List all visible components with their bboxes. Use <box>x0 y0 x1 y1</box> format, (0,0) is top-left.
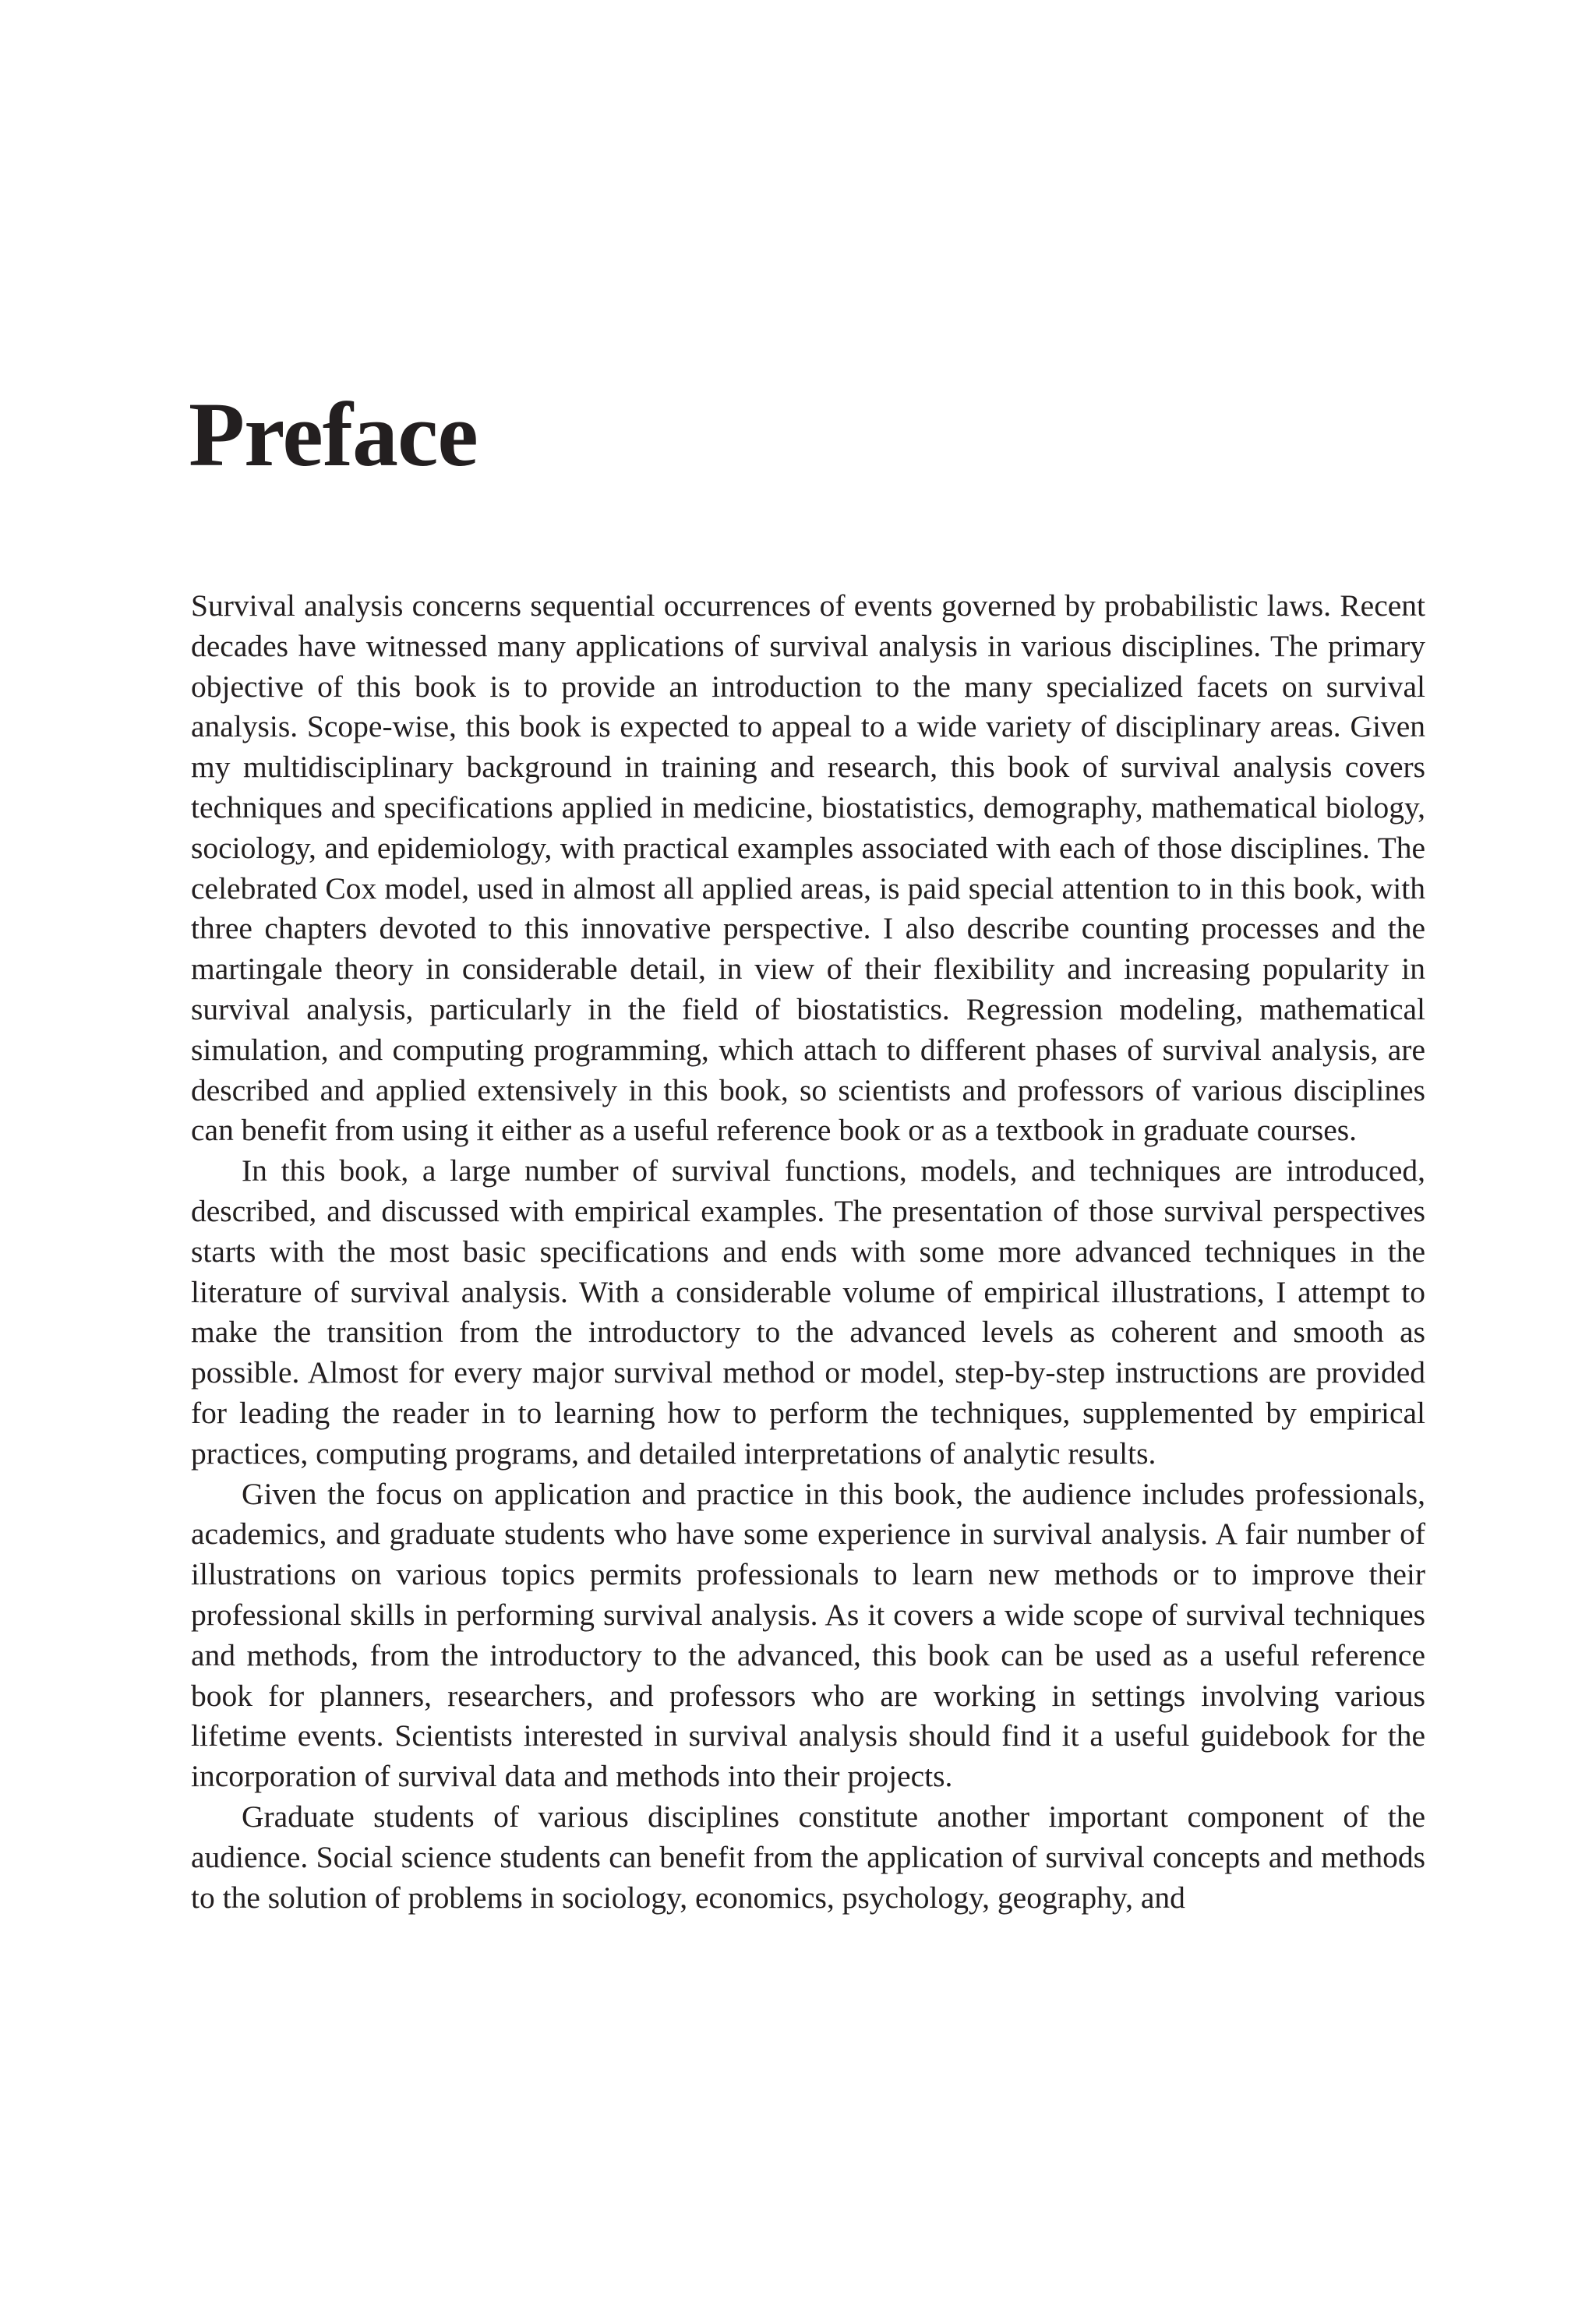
preface-body <box>191 586 1425 1918</box>
paragraph-1: Survival analysis concerns sequential occurrences of events governed by probabilistic laws. Recent decades have witnessed many applications of survival analysis in various disciplines. The primary objective of this book is to provide an introduction to the many specialized facets on survival analysis. Scope-wise, this book is expected to appeal to a wide variety of disciplinary areas. Given my multidisciplinary background in training and research, this book of survival analysis covers techniques and specifications applied in medicine, biostatistics, demography, mathematical biology, sociology, and epidemiology, with practical examples associated with each of those disciplines. The celebrated Cox model, used in almost all applied areas, is paid special attention to in this book, with three chapters devoted to this innovative perspective. I also describe counting processes and the martingale theory in considerable detail, in view of their flexibility and increasing popularity in survival analysis, particularly in the field of biostatistics. Regression modeling, mathematical simulation, and computing programming, which attach to different phases of survival analysis, are described and applied extensively in this book, so scientists and professors of various disciplines can benefit from using it either as a useful reference book or as a textbook in graduate courses. <box>191 588 1425 1148</box>
paragraph-2: In this book, a large number of survival functions, models, and techniques are introduced, described, and discussed with empirical examples. The presentation of those survival perspectives starts with the most basic specifications and ends with some more advanced techniques in the literature of survival analysis. With a considerable volume of empirical illustrations, I attempt to make the transition from the introductory to the advanced levels as coherent and smooth as possible. Almost for every major survival method or model, step-by-step instructions are provided for leading the reader in to learning how to perform the techniques, supplemented by empirical practices, computing programs, and detailed interpretations of analytic results. <box>191 1153 1425 1471</box>
page-title: Preface <box>189 383 478 486</box>
paragraph-4: Graduate students of various disciplines constitute another important component of the audience. Social science students can benefit from the application of survival concepts and methods to the solution of problems in sociology, economics, psychology, geography, and <box>191 1799 1425 1915</box>
paragraph-3: Given the focus on application and practice in this book, the audience includes professionals, academics, and graduate students who have some experience in survival analysis. A fair number of illustrations on various topics permits professionals to learn new methods or to improve their professional skills in performing survival analysis. As it covers a wide scope of survival techniques and methods, from the introductory to the advanced, this book can be used as a useful reference book for planners, researchers, and professors who are working in settings involving various lifetime events. Scientists interested in survival analysis should find it a useful guidebook for the incorporation of survival data and methods into their projects. <box>191 1476 1425 1794</box>
